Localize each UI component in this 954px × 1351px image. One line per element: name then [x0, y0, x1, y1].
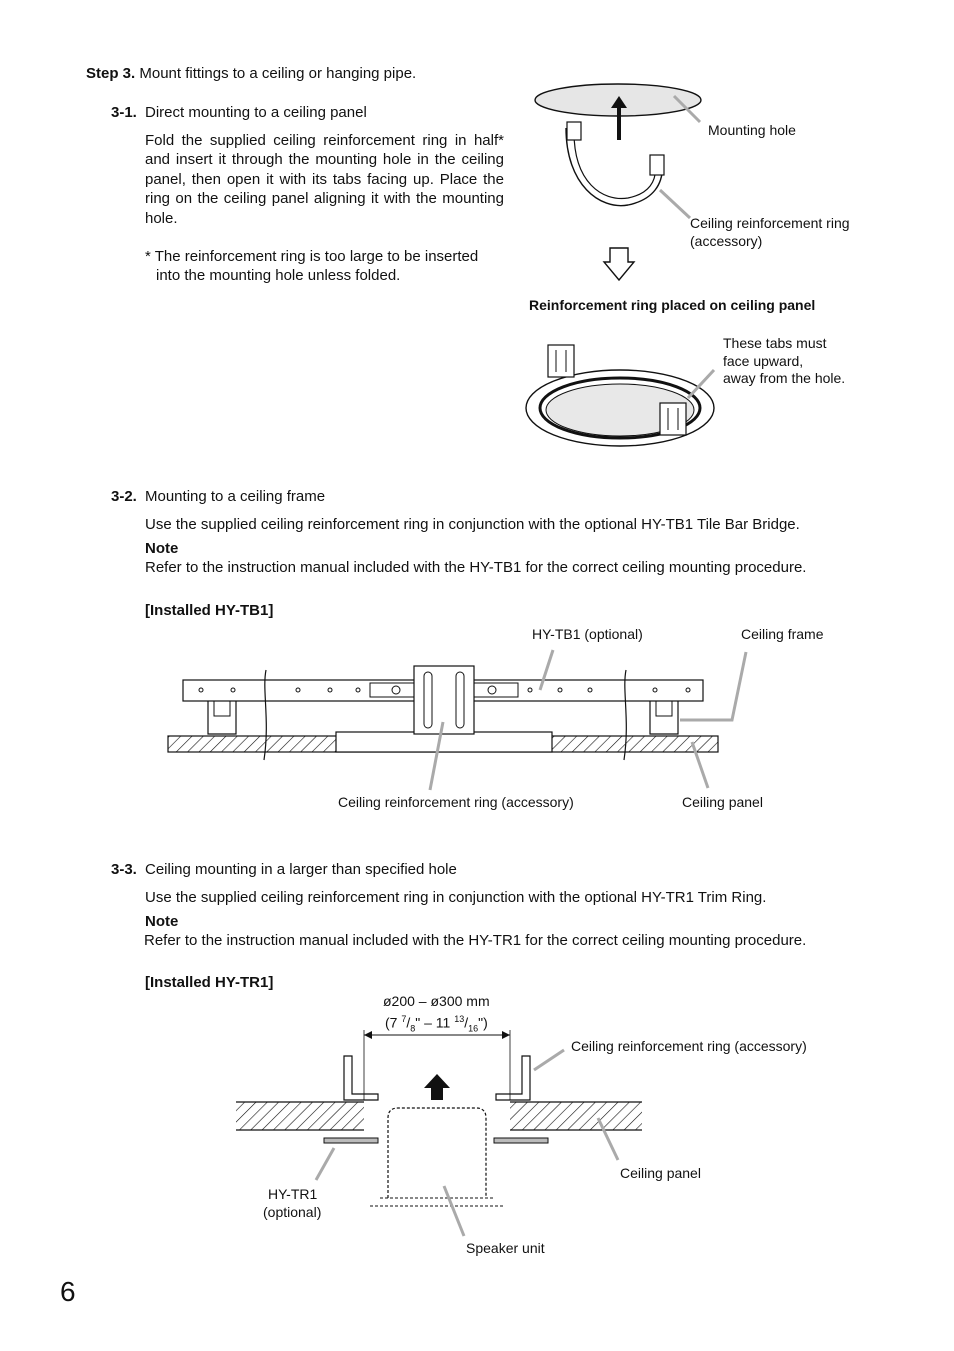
s33-note-text: Refer to the instruction manual included with the HY-TR1 for the correct ceiling mounting procedure.	[144, 932, 807, 949]
figure-caption-ring-placed: Reinforcement ring placed on ceiling panel	[529, 297, 816, 313]
label-dimension-inch: (7 $^7/_8$" – 11 $^{13}/_{16}$")	[385, 1014, 488, 1034]
label-mounting-hole: Mounting hole	[708, 122, 796, 138]
label-tabs-1: These tabs must	[723, 335, 827, 351]
label-ring-accessory: Ceiling reinforcement ring (accessory)	[338, 794, 574, 810]
s33-figure-heading: [Installed HY-TR1]	[145, 974, 274, 991]
page-number: 6	[60, 1276, 76, 1307]
s31-title: Direct mounting to a ceiling panel	[145, 104, 367, 121]
s31-label: 3-1.	[111, 104, 137, 121]
label-ceiling-panel: Ceiling panel	[682, 794, 763, 810]
label-ring-1: Ceiling reinforcement ring	[690, 215, 850, 231]
s31-footnote-1: * The reinforcement ring is too large to be inserted	[145, 248, 479, 265]
label-ceiling-panel-tr1: Ceiling panel	[620, 1165, 701, 1181]
s33-note-label: Note	[145, 913, 179, 930]
label-hytr1-1: HY-TR1	[268, 1186, 318, 1202]
step3-text: Mount fittings to a ceiling or hanging pipe.	[139, 65, 417, 82]
label-hytb1: HY-TB1 (optional)	[532, 626, 643, 642]
s33-title: Ceiling mounting in a larger than specified hole	[145, 861, 457, 878]
figure-hytb1	[168, 650, 746, 790]
label-hytr1-2: (optional)	[263, 1204, 322, 1220]
label-ring-accessory-tr1: Ceiling reinforcement ring (accessory)	[571, 1038, 807, 1054]
s33-label: 3-3.	[111, 861, 137, 878]
label-tabs-2: face upward,	[723, 353, 804, 369]
figure-ring-on-panel	[526, 345, 714, 446]
s31-paragraph: Fold the supplied ceiling reinforcement ring in half* and insert it through the mounting hole in the ceiling panel, then open it with its tabs facing up. Place the ring on the ceiling panel aligning it with the mounting hole.	[145, 132, 504, 227]
label-ceiling-frame: Ceiling frame	[741, 626, 824, 642]
s32-paragraph: Use the supplied ceiling reinforcement ring in conjunction with the optional HY-TB1 Tile Bar Bridge.	[145, 516, 800, 533]
label-ring-2: (accessory)	[690, 233, 763, 249]
label-dimension-mm: ø200 – ø300 mm	[383, 993, 490, 1009]
s32-note-label: Note	[145, 540, 179, 557]
label-tabs-3: away from the hole.	[723, 370, 846, 386]
step3-label: Step 3.	[86, 65, 136, 82]
figure-ring-insertion	[535, 84, 701, 280]
s33-paragraph: Use the supplied ceiling reinforcement ring in conjunction with the optional HY-TR1 Trim Ring.	[145, 889, 767, 906]
s32-note-text: Refer to the instruction manual included with the HY-TB1 for the correct ceiling mounting procedure.	[145, 559, 807, 576]
s32-label: 3-2.	[111, 488, 137, 505]
s32-title: Mounting to a ceiling frame	[145, 488, 326, 505]
s32-figure-heading: [Installed HY-TB1]	[145, 602, 274, 619]
s31-footnote-2: into the mounting hole unless folded.	[156, 267, 401, 284]
step3-heading	[86, 64, 526, 83]
label-speaker-unit: Speaker unit	[466, 1240, 545, 1256]
